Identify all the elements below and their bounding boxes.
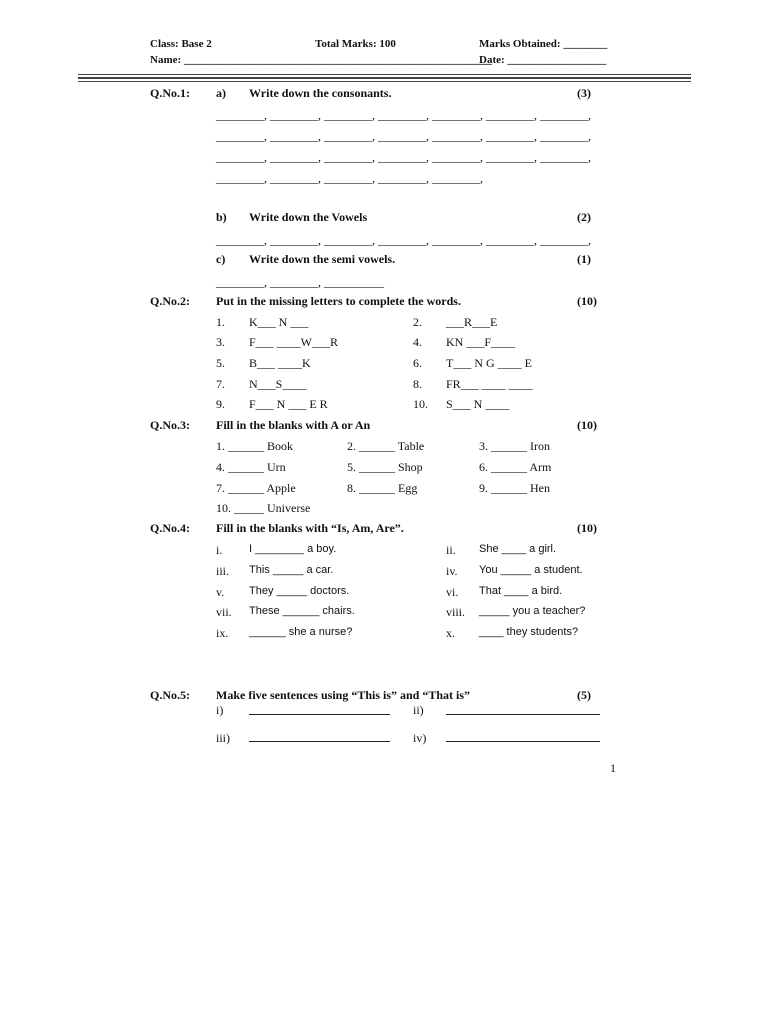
page-number: 1 — [610, 761, 616, 775]
q2-item-number: 10. — [413, 397, 428, 411]
q3-item: 1. ______ Book — [216, 439, 294, 453]
q5-title: Make five sentences using “This is” and “That is” — [216, 688, 471, 702]
q1c-letter: c) — [216, 252, 226, 266]
q2-item-text: F___ ____W___R — [249, 335, 339, 349]
q4-item-number: vi. — [446, 585, 459, 599]
q2-item-text: KN ___F____ — [446, 335, 516, 349]
q2-item-text: F___ N ___ E R — [249, 397, 328, 411]
q2-item-text: T___ N G ____ E — [446, 356, 532, 370]
q5-answer-line[interactable] — [446, 741, 600, 742]
q1b-letter: b) — [216, 210, 227, 224]
q5-item-number: ii) — [413, 703, 424, 717]
q3-item: 9. ______ Hen — [479, 481, 550, 495]
q1c-title: Write down the semi vowels. — [249, 252, 396, 266]
q5-item-number: i) — [216, 703, 224, 717]
q1c-marks: (1) — [577, 252, 591, 266]
q1a-answer-line-4: ________, ________, ________, ________, ________, — [216, 171, 483, 185]
q2-item-text: ___R___E — [446, 315, 498, 329]
q2-item-text: FR___ ____ ____ — [446, 377, 533, 391]
q4-item-text: She ____ a girl. — [479, 543, 557, 555]
header-divider-bottom — [78, 81, 691, 82]
q3-marks: (10) — [577, 418, 597, 432]
q4-item-text: These ______ chairs. — [249, 605, 355, 617]
q4-item-number: iii. — [216, 564, 230, 578]
q1b-title: Write down the Vowels — [249, 210, 368, 224]
q4-item-number: v. — [216, 585, 225, 599]
q2-item-text: S___ N ____ — [446, 397, 510, 411]
q5-answer-line[interactable] — [249, 741, 390, 742]
q2-item-number: 3. — [216, 335, 225, 349]
q2-item-number: 5. — [216, 356, 225, 370]
q4-item-text: This _____ a car. — [249, 564, 334, 576]
q1a-answer-line-1: ________, ________, ________, ________, ________, ________, ________, — [216, 108, 591, 122]
q1-number: Q.No.1: — [150, 86, 190, 100]
q1c-answer-line: ________, ________, __________ — [216, 275, 384, 289]
q5-answer-line[interactable] — [446, 714, 600, 715]
q2-item-number: 9. — [216, 397, 225, 411]
q3-item: 10. _____ Universe — [216, 501, 311, 515]
date-field: Date: __________________ — [479, 54, 607, 66]
q3-item: 2. ______ Table — [347, 439, 425, 453]
q4-item-number: ix. — [216, 626, 229, 640]
q4-number: Q.No.4: — [150, 521, 190, 535]
q4-item-text: _____ you a teacher? — [479, 605, 586, 617]
q4-item-text: That ____ a bird. — [479, 585, 563, 597]
q3-item: 8. ______ Egg — [347, 481, 418, 495]
q4-title: Fill in the blanks with “Is, Am, Are”. — [216, 521, 404, 535]
q5-answer-line[interactable] — [249, 714, 390, 715]
q4-marks: (10) — [577, 521, 597, 535]
q1b-answer-line: ________, ________, ________, ________, ________, ________, ________, — [216, 233, 591, 247]
name-field: Name: ________________________________________________________ — [150, 54, 492, 66]
q5-item-number: iii) — [216, 731, 230, 745]
q3-item: 3. ______ Iron — [479, 439, 550, 453]
q5-number: Q.No.5: — [150, 688, 190, 702]
q1a-letter: a) — [216, 86, 226, 100]
q1a-answer-line-3: ________, ________, ________, ________, ________, ________, ________, — [216, 150, 591, 164]
q3-item: 7. ______ Apple — [216, 481, 296, 495]
marks-obtained: Marks Obtained: ________ — [479, 38, 608, 50]
q5-item-number: iv) — [413, 731, 427, 745]
q2-item-text: K___ N ___ — [249, 315, 309, 329]
q2-item-number: 8. — [413, 377, 422, 391]
q4-item-number: vii. — [216, 605, 232, 619]
q4-item-text: ______ she a nurse? — [249, 626, 353, 638]
q4-item-number: viii. — [446, 605, 466, 619]
q4-item-text: You _____ a student. — [479, 564, 583, 576]
q4-item-text: ____ they students? — [479, 626, 579, 638]
q5-marks: (5) — [577, 688, 591, 702]
q4-item-text: They _____ doctors. — [249, 585, 350, 597]
q2-item-number: 2. — [413, 315, 422, 329]
q2-item-text: N___S____ — [249, 377, 307, 391]
q2-item-number: 6. — [413, 356, 422, 370]
total-marks: Total Marks: 100 — [315, 38, 396, 50]
q4-item-text: I ________ a boy. — [249, 543, 337, 555]
q1a-marks: (3) — [577, 86, 591, 100]
q3-item: 6. ______ Arm — [479, 460, 552, 474]
header-divider-middle — [78, 77, 691, 79]
q2-number: Q.No.2: — [150, 294, 190, 308]
q1b-marks: (2) — [577, 210, 591, 224]
class-label: Class: Base 2 — [150, 38, 212, 50]
q2-item-number: 4. — [413, 335, 422, 349]
q3-item: 5. ______ Shop — [347, 460, 423, 474]
q4-item-number: ii. — [446, 543, 456, 557]
q2-item-number: 7. — [216, 377, 225, 391]
q2-item-text: B___ ____K — [249, 356, 311, 370]
q4-item-number: x. — [446, 626, 455, 640]
q1a-answer-line-2: ________, ________, ________, ________, ________, ________, ________, — [216, 129, 591, 143]
q4-item-number: i. — [216, 543, 223, 557]
q2-marks: (10) — [577, 294, 597, 308]
header-divider-top — [78, 74, 691, 75]
q1a-title: Write down the consonants. — [249, 86, 392, 100]
q2-title: Put in the missing letters to complete the words. — [216, 294, 461, 308]
q4-item-number: iv. — [446, 564, 458, 578]
q2-item-number: 1. — [216, 315, 225, 329]
q3-item: 4. ______ Urn — [216, 460, 286, 474]
q3-number: Q.No.3: — [150, 418, 190, 432]
q3-title: Fill in the blanks with A or An — [216, 418, 371, 432]
